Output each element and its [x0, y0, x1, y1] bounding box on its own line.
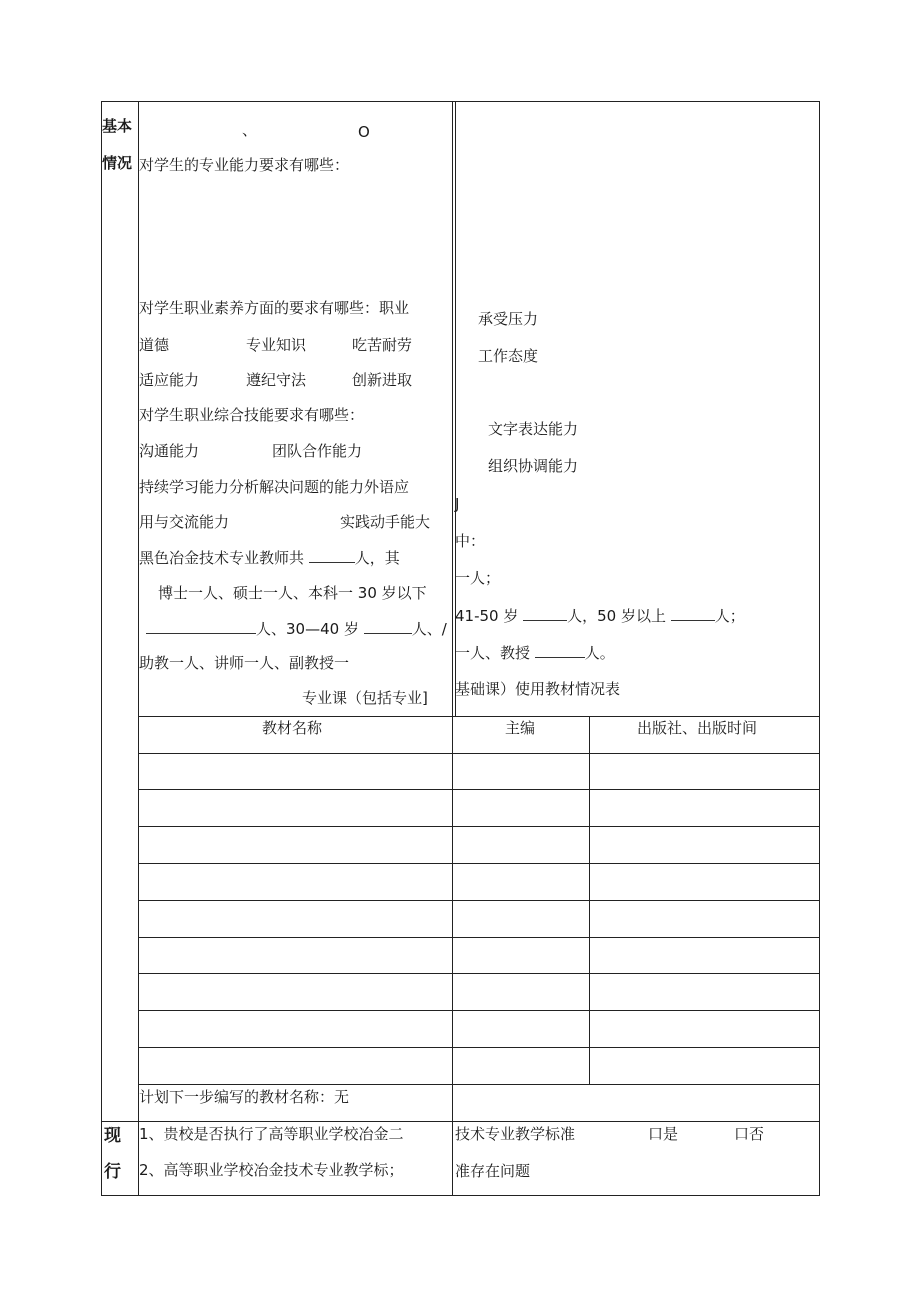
- textbook-header-editor: 主编: [505, 719, 536, 737]
- age-41-50-line: [455, 605, 745, 626]
- textbook-row-line: [138, 1010, 820, 1011]
- section-divider-current: [101, 1121, 820, 1122]
- course-note: 专业课（包括专业]: [302, 689, 428, 707]
- titles-line: 助教一人、讲师一人、副教授一: [139, 654, 350, 672]
- literacy-item: 道德: [139, 336, 170, 354]
- teacher-count-line: [139, 547, 400, 568]
- textbook-row-line: [138, 937, 820, 938]
- skill-item: 沟通能力: [139, 442, 200, 460]
- plan-note: 计划下一步编写的教材名称：无: [139, 1088, 350, 1106]
- literacy-item: 遵纪守法: [246, 371, 307, 389]
- literacy-item: 吃苦耐劳: [352, 336, 413, 354]
- age-41-50-label: 41-50 岁: [455, 607, 519, 625]
- textbook-row-line: [138, 1047, 820, 1048]
- skill-right-item: 文字表达能力: [488, 420, 579, 438]
- question-professional-literacy: 对学生职业素养方面的要求有哪些：职业: [139, 299, 410, 317]
- table-right-border: [819, 101, 820, 1196]
- current-question-2-right: 准存在问题: [455, 1162, 531, 1180]
- side-label-current-1: 现: [104, 1126, 121, 1146]
- professor-blank[interactable]: [535, 642, 585, 658]
- center-divider-a: [452, 101, 453, 1196]
- literacy-right-item: 承受压力: [478, 310, 539, 328]
- age-over-50-suffix: 人；: [714, 607, 745, 625]
- textbook-row-line: [138, 753, 820, 754]
- literacy-item: 专业知识: [246, 336, 307, 354]
- textbook-table-top: [138, 716, 820, 717]
- textbook-header-name: 教材名称: [262, 719, 323, 737]
- skills-line: 持续学习能力分析解决问题的能力外语应: [139, 478, 410, 496]
- teacher-count-blank[interactable]: [309, 547, 355, 563]
- current-question-1: 1、贵校是否执行了高等职业学校冶金二: [139, 1125, 404, 1143]
- literacy-item: 适应能力: [139, 371, 200, 389]
- age-over-50-label: 人，50 岁以上: [567, 607, 666, 625]
- age-line-a: 人、30—40 岁: [256, 620, 359, 638]
- right-person-label: 一人；: [455, 569, 501, 587]
- current-question-1-right: 技术专业教学标准: [455, 1125, 576, 1143]
- age-under-30-blank[interactable]: [146, 618, 256, 634]
- top-mark-comma: 、: [242, 121, 258, 139]
- table-bottom-border: [101, 1195, 820, 1196]
- side-label-current-2: 行: [104, 1162, 121, 1182]
- skill-item: 团队合作能力: [272, 442, 363, 460]
- skills-line: 实践动手能大: [340, 513, 431, 531]
- teacher-count-label: 黑色冶金技术专业教师共: [139, 549, 305, 567]
- age-41-50-blank[interactable]: [523, 605, 567, 621]
- right-mid-label: 中：: [455, 532, 486, 550]
- table-top-border: [101, 101, 820, 102]
- teacher-count-suffix: 人，其: [354, 549, 400, 567]
- literacy-right-item: 工作态度: [478, 347, 539, 365]
- age-line-b: 人、/: [411, 620, 447, 638]
- question-comprehensive-skills: 对学生职业综合技能要求有哪些：: [139, 406, 365, 424]
- professor-label: 一人、教授: [455, 644, 531, 662]
- top-mark-circle: O: [358, 123, 370, 141]
- current-question-2: 2、高等职业学校冶金技术专业教学标；: [139, 1161, 404, 1179]
- question-professional-ability: 对学生的专业能力要求有哪些：: [139, 156, 350, 174]
- option-no-checkbox[interactable]: 口否: [734, 1125, 765, 1143]
- degree-line: 博士一人、硕士一人、本科一 30 岁以下: [158, 584, 427, 602]
- textbook-table-bottom: [138, 1084, 820, 1085]
- textbook-row-line: [138, 863, 820, 864]
- professor-line: [455, 642, 615, 663]
- textbook-row-line: [138, 900, 820, 901]
- literacy-item: 创新进取: [352, 371, 413, 389]
- textbook-header-publisher: 出版社、出版时间: [637, 719, 758, 737]
- skill-right-item: 组织协调能力: [488, 457, 579, 475]
- table-left-border: [101, 101, 102, 1196]
- age-line: [146, 618, 447, 639]
- textbook-row-line: [138, 826, 820, 827]
- option-yes-checkbox[interactable]: 口是: [648, 1125, 679, 1143]
- textbook-row-line: [138, 789, 820, 790]
- side-label-basic-2: 情况: [102, 154, 133, 172]
- textbook-row-line: [138, 973, 820, 974]
- mark-j: J: [455, 495, 460, 513]
- side-label-basic-1: 基本: [102, 117, 133, 135]
- skills-line: 用与交流能力: [139, 513, 230, 531]
- age-over-50-blank[interactable]: [671, 605, 715, 621]
- age-30-40-blank[interactable]: [364, 618, 412, 634]
- label-column-divider: [138, 101, 139, 1196]
- professor-suffix: 人。: [584, 644, 615, 662]
- course-table-title: 基础课）使用教材情况表: [455, 680, 621, 698]
